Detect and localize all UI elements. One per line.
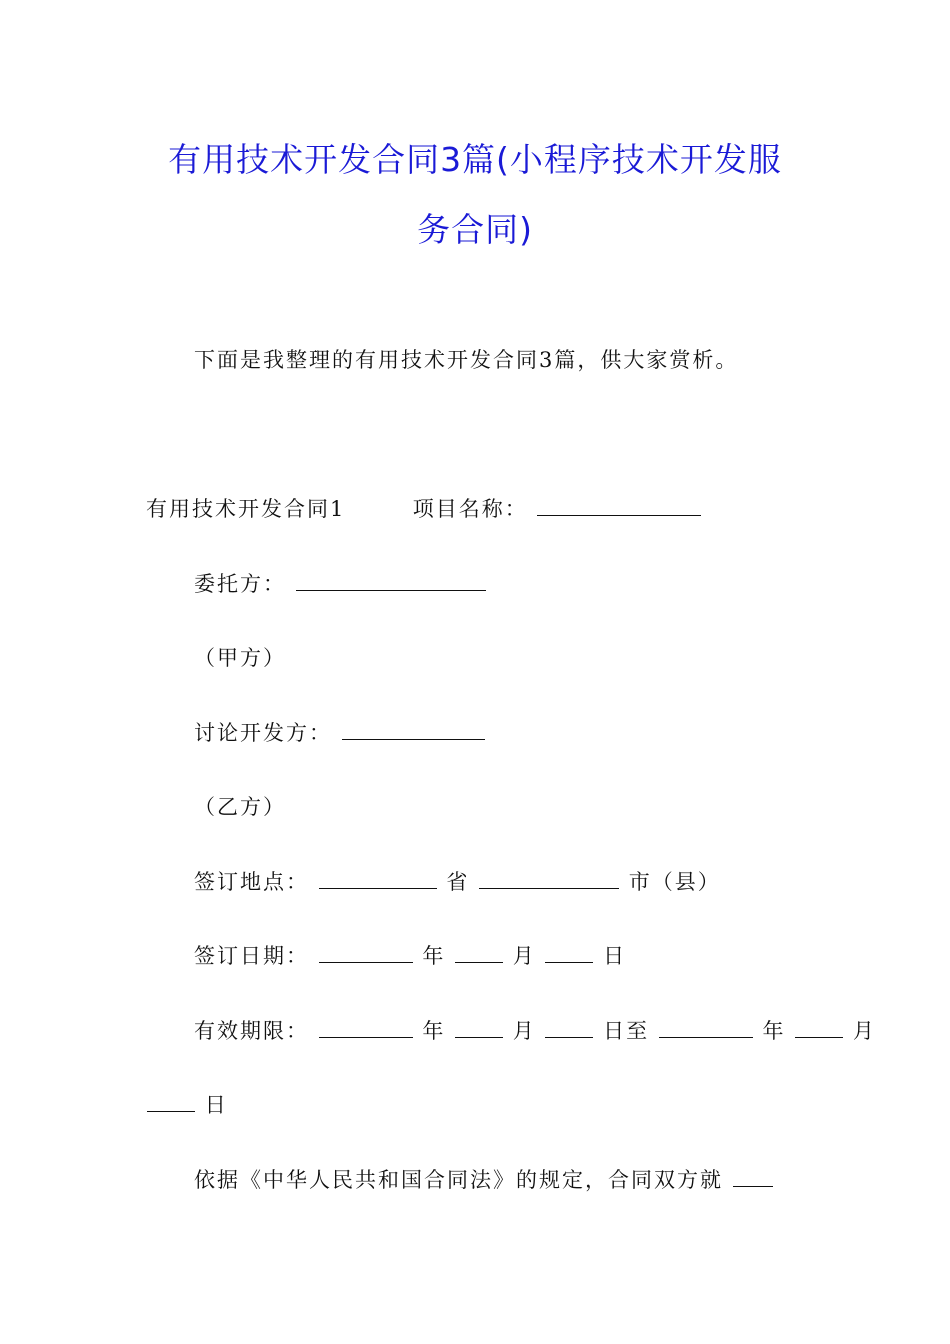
end-day-blank [147, 1091, 195, 1112]
signing-date-label: 签订日期： [194, 944, 309, 968]
end-year-blank [659, 1017, 753, 1038]
project-name-label: 项目名称： [412, 497, 528, 521]
signing-date-line [194, 941, 626, 971]
basis-blank [733, 1166, 773, 1187]
day-label: 日 [603, 944, 627, 968]
province-blank [319, 868, 437, 889]
signing-place-line [194, 867, 721, 897]
start-day-blank [545, 1017, 593, 1038]
party-b-label: （乙方） [194, 795, 286, 819]
end-month-blank [795, 1017, 843, 1038]
day-to-label: 日至 [603, 1019, 650, 1043]
contract-heading-line [146, 494, 702, 524]
validity-line [194, 1016, 876, 1046]
month-blank [455, 942, 503, 963]
developer-label: 讨论开发方： [194, 721, 332, 745]
day-blank [545, 942, 593, 963]
client-blank [296, 570, 486, 591]
city-blank [479, 868, 619, 889]
contract-heading: 有用技术开发合同1 [146, 497, 346, 521]
developer-blank [342, 719, 485, 740]
start-month-blank [455, 1017, 503, 1038]
validity-label: 有效期限： [194, 1019, 309, 1043]
start-year-blank [319, 1017, 413, 1038]
developer-line [194, 718, 486, 748]
basis-text: 依据《中华人民共和国合同法》的规定，合同双方就 [194, 1168, 723, 1192]
end-day-label: 日 [204, 1093, 228, 1117]
start-year-label: 年 [422, 1019, 446, 1043]
city-label: 市（县） [628, 870, 721, 894]
year-label: 年 [422, 944, 446, 968]
title-line-1: 有用技术开发合同3篇(小程序技术开发服 [168, 140, 782, 179]
intro-paragraph: 下面是我整理的有用技术开发合同3篇，供大家赏析。 [194, 348, 739, 372]
province-label: 省 [446, 870, 470, 894]
client-line [194, 569, 487, 599]
title-line-2: 务合同) [417, 210, 533, 249]
client-label: 委托方： [194, 572, 286, 596]
month-label: 月 [512, 944, 536, 968]
validity-continuation-line [146, 1090, 228, 1120]
end-year-label: 年 [762, 1019, 786, 1043]
signing-place-label: 签订地点： [194, 870, 309, 894]
year-blank [319, 942, 413, 963]
end-month-label: 月 [852, 1019, 876, 1043]
project-name-blank [537, 495, 701, 516]
basis-line [194, 1165, 774, 1195]
start-month-label: 月 [512, 1019, 536, 1043]
party-a-label: （甲方） [194, 646, 286, 670]
